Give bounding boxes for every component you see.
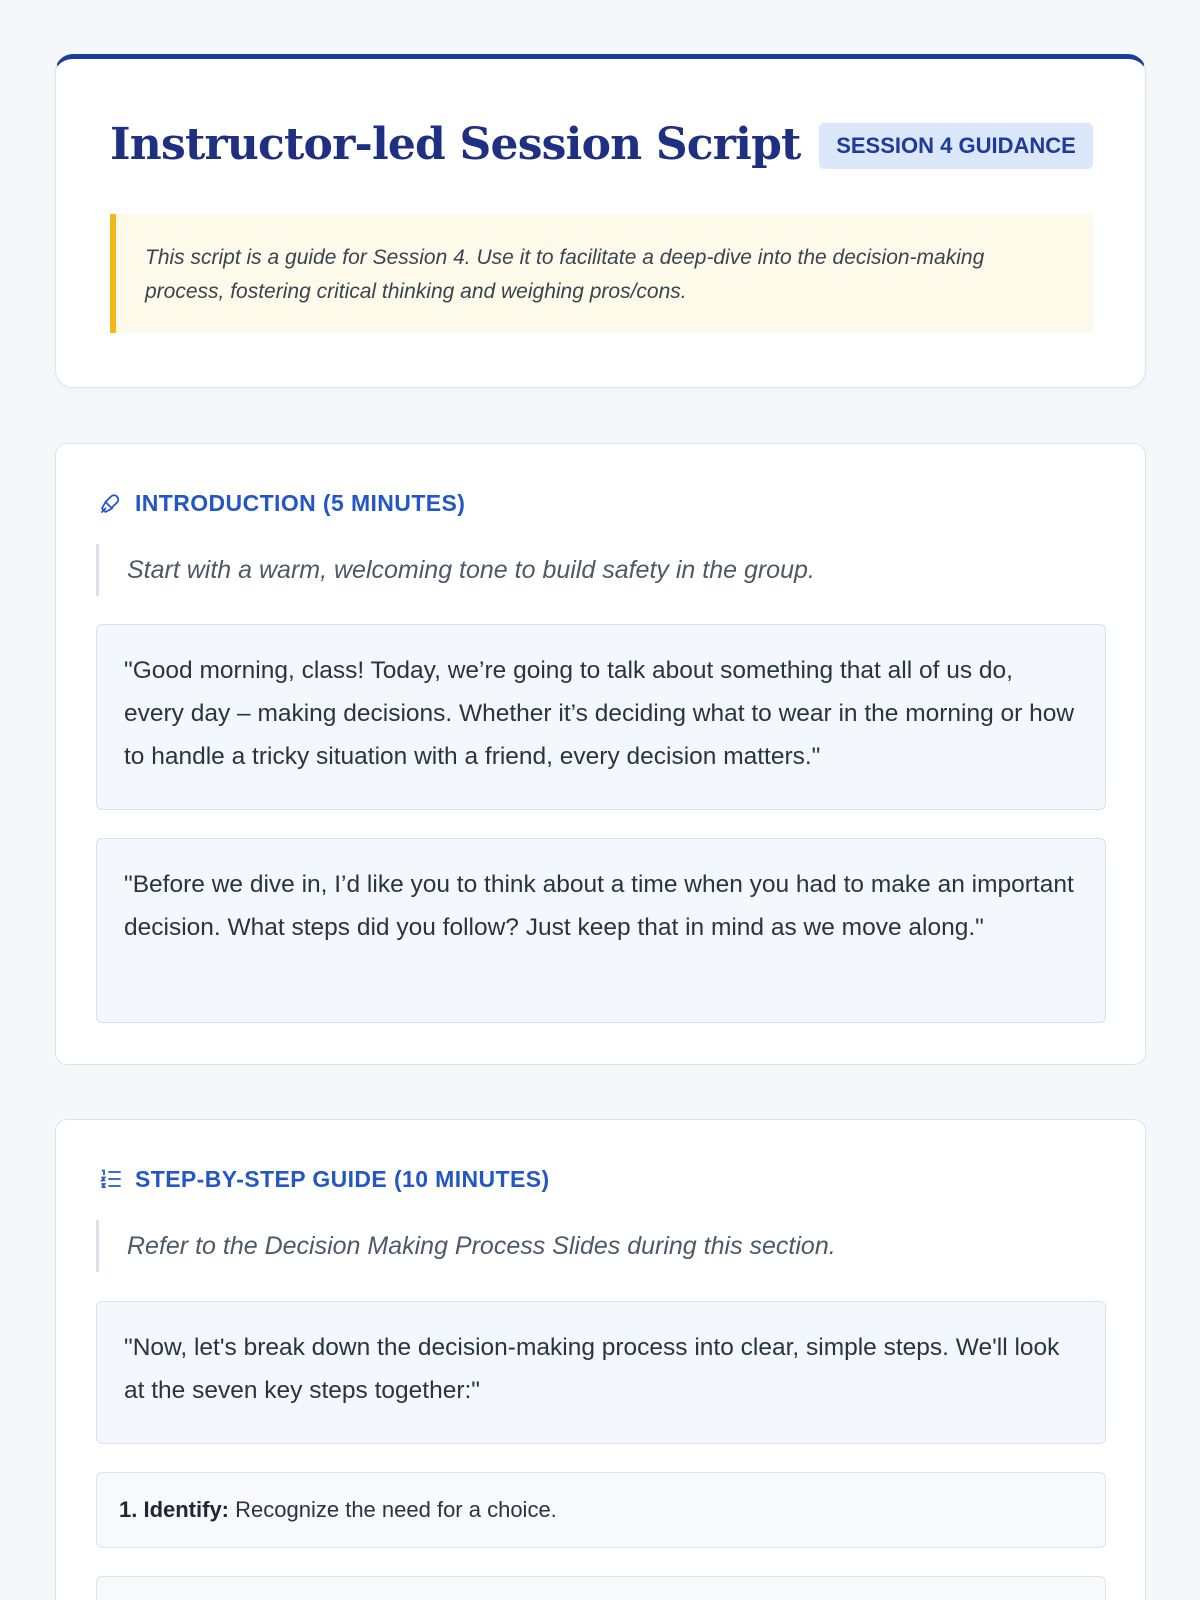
intro-callout: This script is a guide for Session 4. Use it to facilitate a deep-dive into the decision-making process, fostering critical thinking and weighing pros/cons.	[110, 214, 1093, 333]
step-by-step-section	[55, 1119, 1146, 1600]
section-title: STEP-BY-STEP GUIDE (10 MINUTES)	[135, 1165, 550, 1192]
session-badge: SESSION 4 GUIDANCE	[819, 123, 1093, 169]
step-name: 1. Identify:	[119, 1497, 230, 1522]
step-item	[96, 1472, 1106, 1548]
script-quote: "Now, let's break down the decision-making process into clear, simple steps. We'll look at the seven key steps together:"	[96, 1301, 1106, 1444]
section-header	[99, 1164, 550, 1194]
section-instructor-note: Start with a warm, welcoming tone to build safety in the group.	[96, 544, 815, 596]
introduction-section	[55, 443, 1146, 1065]
script-quote: "Good morning, class! Today, we’re going to talk about something that all of us do, every day – making decisions. Whether it’s deciding what to wear in the morning or how to handle a tricky situation with a friend, every decision matters."	[96, 624, 1106, 810]
section-header	[99, 488, 465, 518]
step-item	[96, 1576, 1106, 1600]
script-quote: "Before we dive in, I’d like you to think about a time when you had to make an important decision. What steps did you follow? Just keep that in mind as we move along."	[96, 838, 1106, 1023]
section-title: INTRODUCTION (5 MINUTES)	[135, 489, 466, 516]
step-description: Recognize the need for a choice.	[235, 1497, 557, 1522]
header-card	[55, 54, 1146, 388]
section-instructor-note: Refer to the Decision Making Process Slides during this section.	[96, 1220, 836, 1272]
ordered-list-icon	[99, 1167, 123, 1191]
microphone-icon	[99, 491, 123, 515]
page-title: Instructor-led Session Script	[110, 119, 801, 170]
